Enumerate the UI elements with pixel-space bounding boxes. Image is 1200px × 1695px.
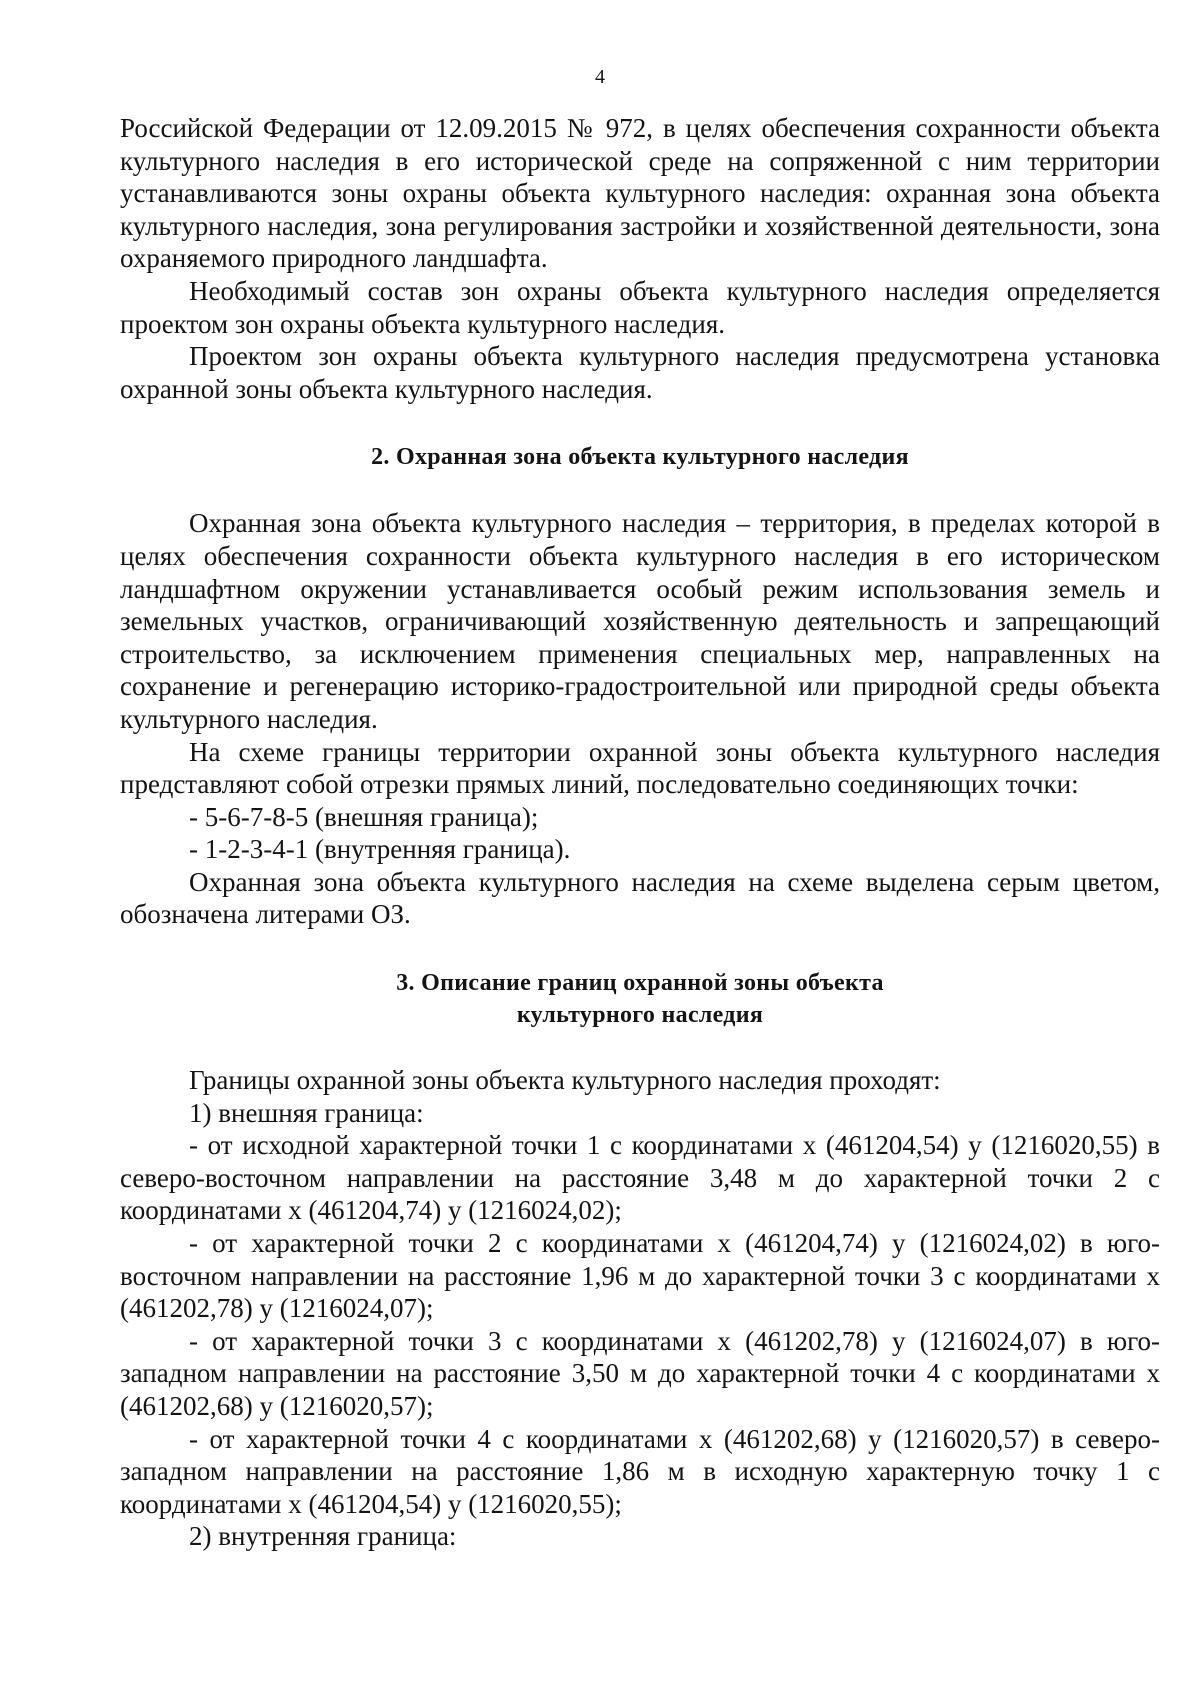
intro-paragraph-3: Проектом зон охраны объекта культурного наследия предусмотрена установка охранной зоны объекта культурного наследия. (120, 341, 1160, 404)
section-3-segment-4-1: - от характерной точки 4 с координатами х (461202,68) у (1216020,57) в северо-западном направлении на расстояние 1,86 м в исходную характерную точку 1 с координатами х (461204,54) у (1216020,55); (120, 1423, 1160, 1519)
section-2-list-item-inner: - 1-2-3-4-1 (внутренняя граница). (189, 834, 571, 865)
section-3-segment-3-4: - от характерной точки 3 с координатами х (461202,78) у (1216024,07) в юго-западном направлении на расстояние 3,50 м до характерной точки 4 с координатами х (461202,68) у (1216020,57); (120, 1325, 1160, 1421)
section-2-heading: 2. Охранная зона объекта культурного наследия (371, 444, 909, 471)
section-3-inner-boundary-label: 2) внутренняя граница: (189, 1521, 457, 1552)
section-2-paragraph-1: Охранная зона объекта культурного наследия – территория, в пределах которой в целях обеспечения сохранности объекта культурного наследия в его историческом ландшафтном окружении устанавливается особый режим использования земель и земельных участков, ограничивающий хозяйственную деятельность и запрещающий строительство, за исключением применения специальных мер, направленных на сохранение и регенерацию историко-градостроительной или природной среды объекта культурного наследия. (120, 508, 1160, 734)
section-3-segment-2-3: - от характерной точки 2 с координатами х (461204,74) у (1216024,02) в юго-восточном направлении на расстояние 1,96 м до характерной точки 3 с координатами х (461202,78) у (1216024,07); (120, 1228, 1160, 1324)
intro-paragraph-2: Необходимый состав зон охраны объекта культурного наследия определяется проектом зон охраны объекта культурного наследия. (120, 275, 1160, 339)
page-number: 4 (595, 66, 605, 88)
section-2-paragraph-3: Охранная зона объекта культурного наследия на схеме выделена серым цветом, обозначена литерами ОЗ. (120, 866, 1160, 930)
section-3-intro: Границы охранной зоны объекта культурного наследия проходят: (189, 1065, 941, 1096)
document-body (120, 112, 1160, 1553)
section-3-heading: 3. Описание границ охранной зоны объекта культурного наследия (396, 970, 884, 1029)
section-2-list-item-outer: - 5-6-7-8-5 (внешняя граница); (189, 801, 539, 832)
section-2-paragraph-2: На схеме границы территории охранной зоны объекта культурного наследия представляют собой отрезки прямых линий, последовательно соединяющих точки: (120, 736, 1160, 800)
intro-paragraph-1: Российской Федерации от 12.09.2015 № 972, в целях обеспечения сохранности объекта культурного наследия в его исторической среде на сопряженной с ним территории устанавливаются зоны охраны объекта культурного наследия: охранная зона объекта культурного наследия, зона регулирования застройки и хозяйственной деятельности, зона охраняемого природного ландшафта. (120, 113, 1160, 274)
section-3-segment-1-2: - от исходной характерной точки 1 с координатами х (461204,54) у (1216020,55) в северо-восточном направлении на расстояние 3,48 м до характерной точки 2 с координатами х (461204,74) у (1216024,02); (120, 1130, 1160, 1226)
section-3-outer-boundary-label: 1) внешняя граница: (189, 1097, 424, 1128)
